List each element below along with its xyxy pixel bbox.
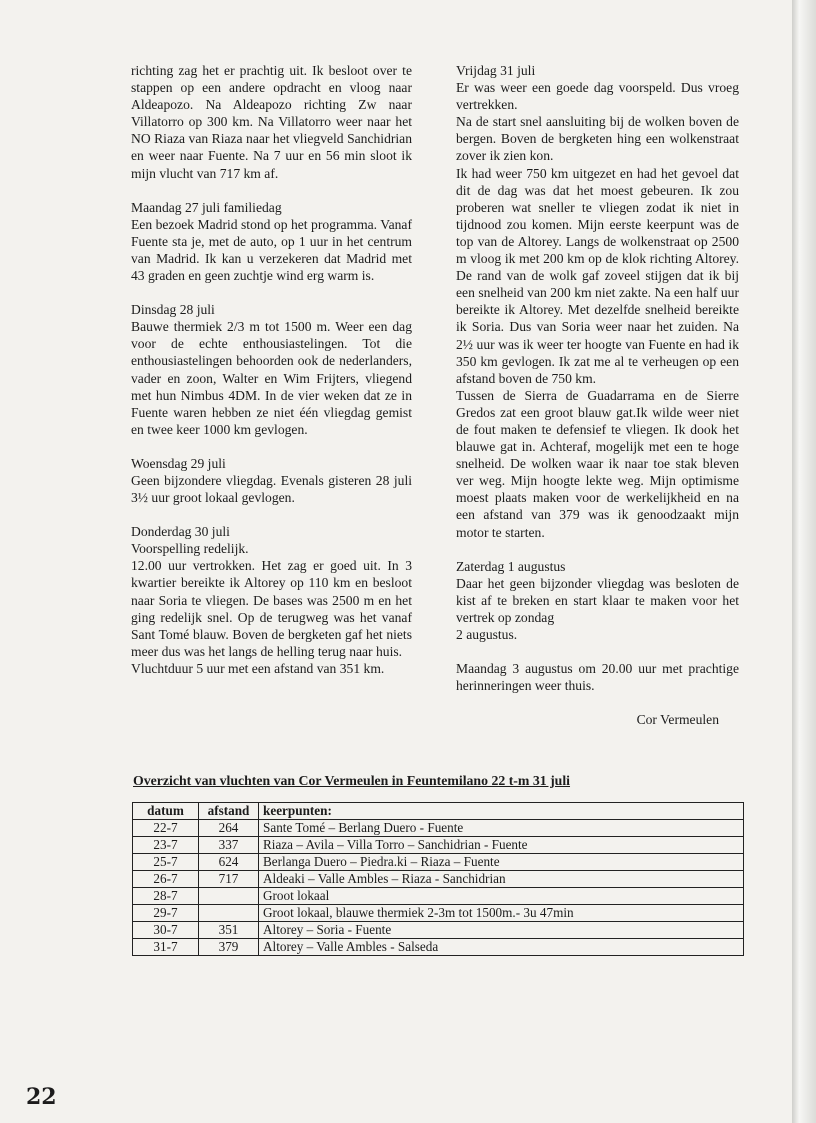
cell-turnpoints: Berlanga Duero – Piedra.ki – Riaza – Fuente xyxy=(259,854,744,871)
cell-distance: 717 xyxy=(199,871,259,888)
table-row xyxy=(133,888,744,905)
overview-title: Overzicht van vluchten van Cor Vermeulen in Feuntemilano 22 t-m 31 juli xyxy=(133,773,571,788)
cell-date: 26-7 xyxy=(133,871,199,888)
table-row xyxy=(133,939,744,956)
section-heading: Maandag 27 juli familiedag xyxy=(131,199,282,215)
paragraph: Bauwe thermiek 2/3 m tot 1500 m. Weer een dag voor de echte enthousiastelingen. Tot die enthousiastelingen behoorden ook de nederlanders, vader en zoon, Walter en Wim Frijters, vliegend met hun Nimbus 4DM. In de vier weken dat ze in Fuente waren hebben ze niet één vliegdag gemist en twee keer 1000 km gevlogen. xyxy=(131,319,412,437)
header-turnpoints: keerpunten: xyxy=(259,803,744,820)
paragraph: Voorspelling redelijk. xyxy=(131,541,249,557)
cell-turnpoints: Aldeaki – Valle Ambles – Riaza - Sanchidrian xyxy=(259,871,744,888)
cell-date: 22-7 xyxy=(133,820,199,837)
page-number: 22 xyxy=(26,1084,57,1110)
paragraph: 12.00 uur vertrokken. Het zag er goed uit. In 3 kwartier bereikte ik Altorey op 110 km en besloot naar Soria te vliegen. De bases was 2500 m en het ging redelijk snel. Op de terugweg was het vanaf Sant Tomé blauw. Boven de bergketen gaf het niets meer dus was het langs de helling terug naar huis. xyxy=(131,558,412,659)
cell-turnpoints: Sante Tomé – Berlang Duero - Fuente xyxy=(259,820,744,837)
cell-distance xyxy=(199,888,259,905)
cell-turnpoints: Groot lokaal, blauwe thermiek 2-3m tot 1500m.- 3u 47min xyxy=(259,905,744,922)
cell-date: 29-7 xyxy=(133,905,199,922)
cell-distance: 624 xyxy=(199,854,259,871)
section-heading: Maandag 3 augustus om 20.00 uur met prachtige herinneringen weer thuis. xyxy=(456,661,739,694)
cell-turnpoints: Riaza – Avila – Villa Torro – Sanchidrian - Fuente xyxy=(259,837,744,854)
table-row xyxy=(133,922,744,939)
flights-table xyxy=(132,802,744,956)
paragraph: Tussen de Sierra de Guadarrama en de Sierre Gredos zat een groot blauw gat.Ik wilde weer niet de fout maken te defensief te vliegen. Ik dook het blauwe gat in. Achteraf, mogelijk met een te hoge snelheid. De wolken waar ik naar toe stak bleven ver weg. Mijn hoogte lekte weg. Mijn optimisme moest plaats maken voor de werkelijkheid en na een afstand van 379 was ik genoodzaakt mijn motor te starten. xyxy=(456,387,739,540)
table-row xyxy=(133,854,744,871)
table-row xyxy=(133,871,744,888)
table-row xyxy=(133,820,744,837)
paragraph: Ik had weer 750 km uitgezet en had het gevoel dat dit de dag was dat het moest gebeuren. Ik zou proberen wat sneller te vliegen zodat ik niet in tijdnood zou komen. Mijn eerste keerpunt was de top van de Altorey. Langs de wolkenstraat op 2500 m vloog ik met 200 km op de klok richting Altorey. De rand van de wolk gaf zoveel stijgen dat ik bij een snelheid van 200 km niet zakte. Na een half uur bereikte ik Altorey. Met dezelfde snelheid bereikte ik Soria. Dus van Soria weer naar het zuiden. Na 2½ uur was ik weer ter hoogte van Fuente en had ik 350 km gevlogen. Ik zat me al te verheugen op een afstand boven de 750 km. xyxy=(456,165,739,386)
cell-date: 25-7 xyxy=(133,854,199,871)
left-column xyxy=(131,62,412,677)
cell-turnpoints: Altorey – Soria - Fuente xyxy=(259,922,744,939)
table-row xyxy=(133,837,744,854)
cell-date: 31-7 xyxy=(133,939,199,956)
section-heading: Donderdag 30 juli xyxy=(131,524,230,540)
section-heading: Vrijdag 31 juli xyxy=(456,63,536,78)
table-row xyxy=(133,905,744,922)
cell-turnpoints: Groot lokaal xyxy=(259,888,744,905)
section-heading: Dinsdag 28 juli xyxy=(131,302,215,318)
header-date: datum xyxy=(133,803,199,820)
paragraph: Vluchtduur 5 uur met een afstand van 351 km. xyxy=(131,660,385,676)
header-distance: afstand xyxy=(199,803,259,820)
cell-date: 28-7 xyxy=(133,888,199,905)
paragraph: Een bezoek Madrid stond op het programma. Vanaf Fuente sta je, met de auto, op 1 uur in het centrum van Madrid. Ik kan u verzekeren dat Madrid met 43 graden en geen zuchtje wind erg warm is. xyxy=(131,216,412,284)
paragraph: 2 augustus. xyxy=(456,627,518,642)
paragraph: Er was weer een goede dag voorspeld. Dus vroeg vertrekken. xyxy=(456,80,739,113)
cell-distance: 264 xyxy=(199,820,259,837)
adjacent-page-edge xyxy=(792,0,816,1123)
paragraph: richting zag het er prachtig uit. Ik besloot over te stappen op een andere opdracht en vloog naar Aldeapozo. Na Aldeapozo richting Zw naar Villatorro op 300 km. Na Villatorro weer naar het NO Riaza van Riaza naar het vliegveld Sanchidrian en weer naar Fuente. Na 7 uur en 56 min sloot ik mijn vlucht van 717 km af. xyxy=(131,63,412,181)
cell-distance: 337 xyxy=(199,837,259,854)
cell-distance: 379 xyxy=(199,939,259,956)
cell-date: 30-7 xyxy=(133,922,199,939)
paragraph: Geen bijzondere vliegdag. Evenals gisteren 28 juli 3½ uur groot lokaal gevlogen. xyxy=(131,472,412,506)
cell-date: 23-7 xyxy=(133,837,199,854)
section-heading: Zaterdag 1 augustus xyxy=(456,558,566,574)
section-heading: Woensdag 29 juli xyxy=(131,455,226,471)
cell-distance xyxy=(199,905,259,922)
author-signature: Cor Vermeulen xyxy=(636,712,719,728)
paragraph: Na de start snel aansluiting bij de wolken boven de bergen. Boven de bergketen hing een wolkenstraat zover ik zien kon. xyxy=(456,114,739,164)
table-header-row xyxy=(133,803,744,820)
right-column xyxy=(456,62,739,728)
paragraph: Daar het geen bijzonder vliegdag was besloten de kist af te breken en start klaar te maken voor het vertrek op zondag xyxy=(456,575,739,625)
cell-distance: 351 xyxy=(199,922,259,939)
cell-turnpoints: Altorey – Valle Ambles - Salseda xyxy=(259,939,744,956)
